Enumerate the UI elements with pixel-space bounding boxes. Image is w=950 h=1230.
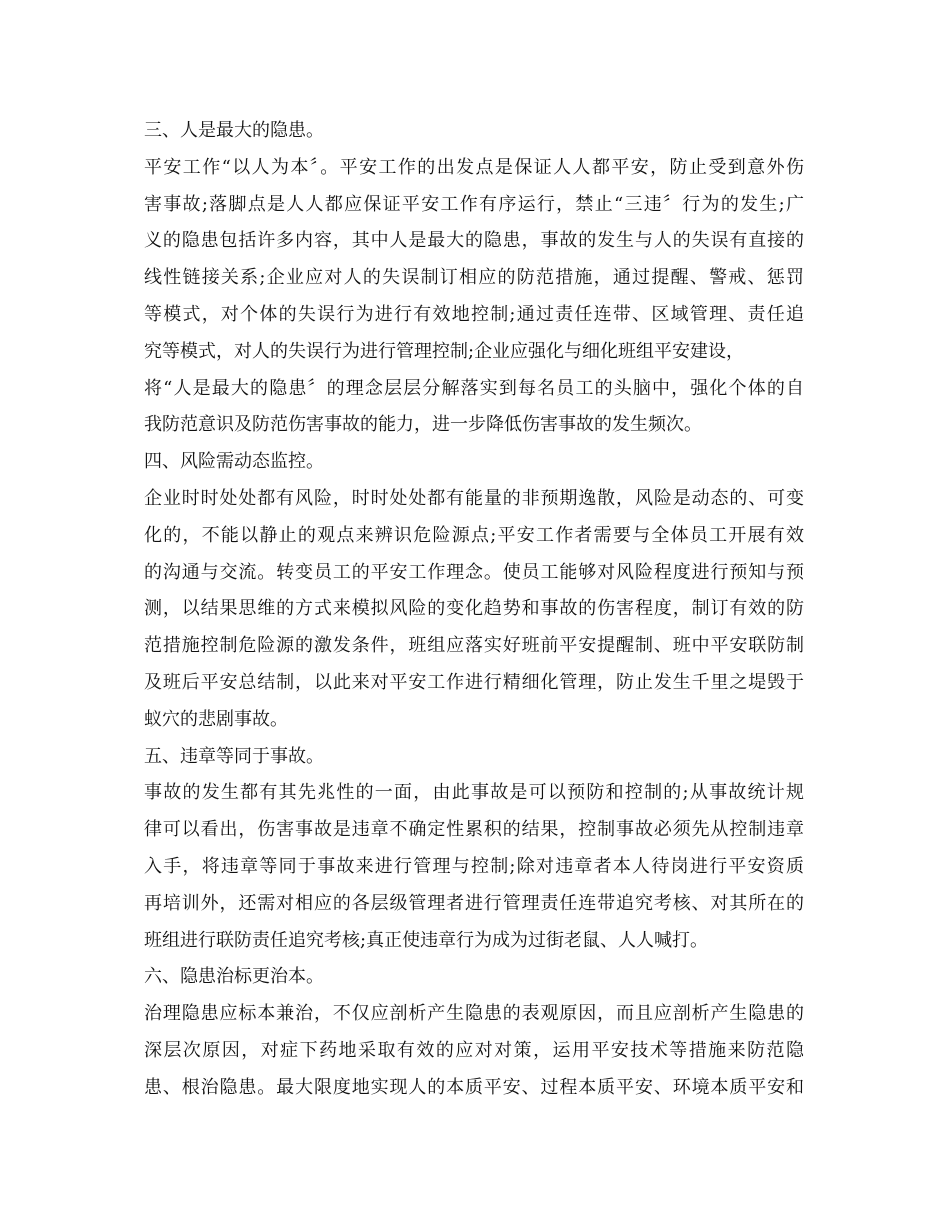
paragraph-line: 我防范意识及防范伤害事故的能力，进一步降低伤害事故的发生频次。 (144, 414, 702, 436)
section-heading-3: 三、人是最大的隐患。 (144, 120, 324, 141)
paragraph-line: 线性链接关系;企业应对人的失误制订相应的防范措施，通过提醒、警戒、惩罚 (144, 267, 804, 289)
paragraph-line: 害事故;落脚点是人人都应保证平安工作有序运行，禁止“三违〞行为的发生;广 (144, 193, 804, 215)
paragraph-line: 义的隐患包括许多内容，其中人是最大的隐患，事故的发生与人的失误有直接的 (144, 230, 804, 252)
paragraph-line: 测，以结果思维的方式来模拟风险的变化趋势和事故的伤害程度，制订有效的防 (144, 598, 804, 620)
paragraph-line: 深层次原因，对症下药地采取有效的应对对策，运用平安技术等措施来防范隐 (144, 1039, 804, 1061)
paragraph-line: 的沟通与交流。转变员工的平安工作理念。使员工能够对风险程度进行预知与预 (144, 561, 804, 583)
section-heading-5: 五、违章等同于事故。 (144, 745, 324, 767)
paragraph-line: 律可以看出，伤害事故是违章不确定性累积的结果，控制事故必须先从控制违章 (144, 819, 804, 841)
paragraph-line: 究等模式，对人的失误行为进行管理控制;企业应强化与细化班组平安建设， (144, 340, 745, 362)
paragraph-line: 入手，将违章等同于事故来进行管理与控制;除对违章者本人待岗进行平安资质 (144, 855, 804, 877)
document-body (144, 113, 804, 1107)
paragraph-line: 平安工作“以人为本〞。平安工作的出发点是保证人人都平安，防止受到意外伤 (144, 156, 804, 178)
paragraph-line: 再培训外，还需对相应的各层级管理者进行管理责任连带追究考核、对其所在的 (144, 892, 804, 914)
paragraph-line: 将“人是最大的隐患〞的理念层层分解落实到每名员工的头脑中，强化个体的自 (144, 377, 804, 399)
paragraph-line: 治理隐患应标本兼治，不仅应剖析产生隐患的表观原因，而且应剖析产生隐患的 (144, 1003, 804, 1025)
paragraph-line: 企业时时处处都有风险，时时处处都有能量的非预期逸散，风险是动态的、可变 (144, 487, 804, 509)
paragraph-line: 蚁穴的悲剧事故。 (144, 708, 288, 730)
section-heading-6: 六、隐患治标更治本。 (144, 966, 324, 988)
paragraph-line: 范措施控制危险源的激发条件，班组应落实好班前平安提醒制、班中平安联防制 (144, 635, 804, 657)
paragraph-line: 及班后平安总结制，以此来对平安工作进行精细化管理，防止发生千里之堤毁于 (144, 671, 804, 693)
paragraph-line: 等模式，对个体的失误行为进行有效地控制;通过责任连带、区域管理、责任追 (144, 303, 804, 325)
paragraph-line: 化的，不能以静止的观点来辨识危险源点;平安工作者需要与全体员工开展有效 (144, 524, 804, 546)
paragraph-line: 班组进行联防责任追究考核;真正使违章行为成为过街老鼠、人人喊打。 (144, 929, 709, 951)
paragraph-line: 事故的发生都有其先兆性的一面，由此事故是可以预防和控制的;从事故统计规 (144, 782, 804, 804)
paragraph-line: 患、根治隐患。最大限度地实现人的本质平安、过程本质平安、环境本质平安和 (144, 1076, 804, 1098)
section-heading-4: 四、风险需动态监控。 (144, 451, 324, 473)
